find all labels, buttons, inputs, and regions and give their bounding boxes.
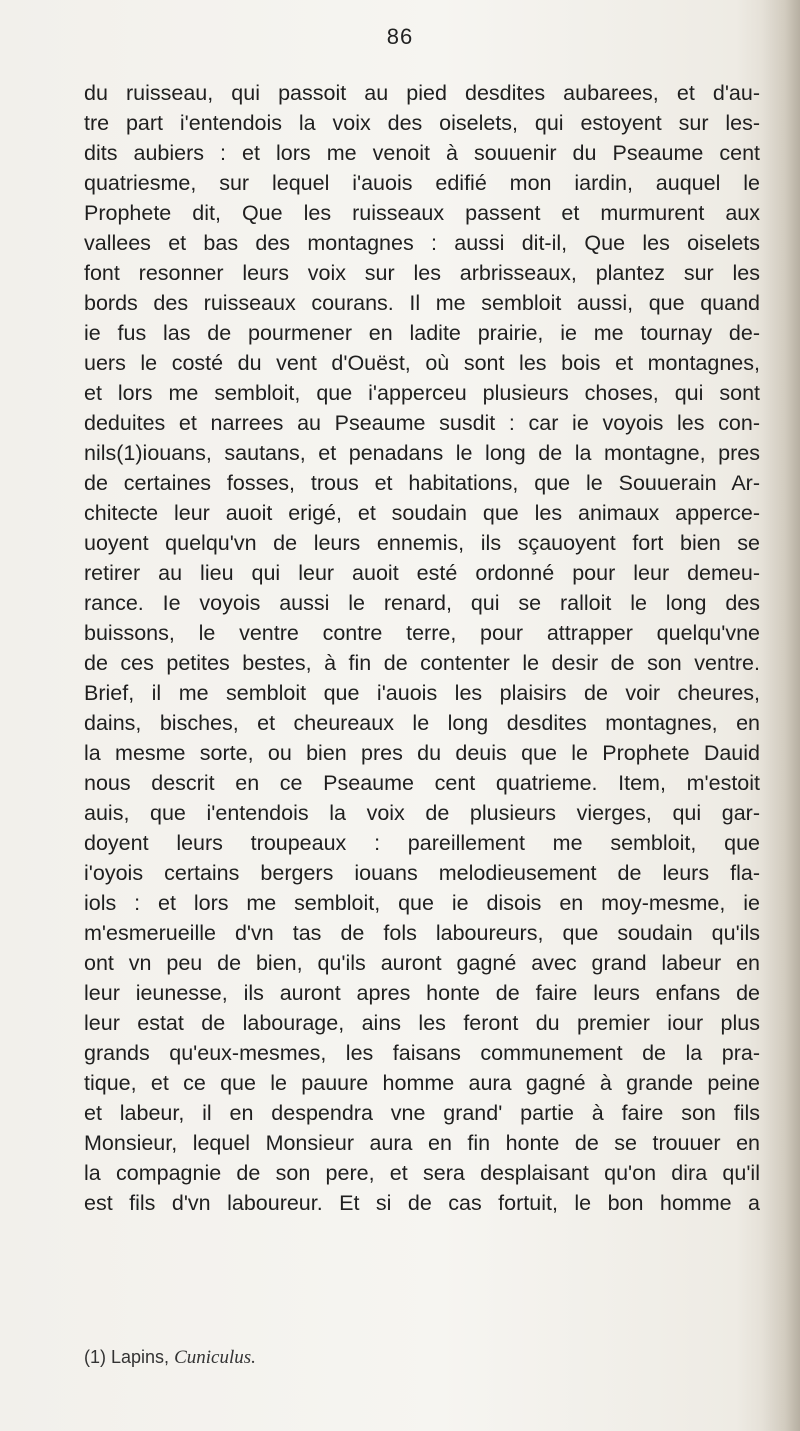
text-line: vallees et bas des montagnes : aussi dit-il, Que les oiselets xyxy=(84,231,760,255)
text-line: du ruisseau, qui passoit au pied desdites aubarees, et d'au- xyxy=(84,81,760,105)
text-line: grands qu'eux-mesmes, les faisans communement de la pra- xyxy=(84,1041,760,1065)
text-line: ont vn peu de bien, qu'ils auront gagné avec grand labeur en xyxy=(84,951,760,975)
text-line: de ces petites bestes, à fin de contenter le desir de son ventre. xyxy=(84,651,760,675)
text-line: et labeur, il en despendra vne grand' partie à faire son fils xyxy=(84,1101,760,1125)
text-line: Monsieur, lequel Monsieur aura en fin honte de se trouuer en xyxy=(84,1131,760,1155)
text-line: ie fus las de pourmener en ladite prairie, ie me tournay de- xyxy=(84,321,760,345)
text-line: buissons, le ventre contre terre, pour attrapper quelqu'vne xyxy=(84,621,760,645)
page-number: 86 xyxy=(386,24,414,49)
text-line: rance. Ie voyois aussi le renard, qui se ralloit le long des xyxy=(84,591,760,615)
text-line: retirer au lieu qui leur auoit esté ordonné pour leur demeu- xyxy=(84,561,760,585)
text-line: et lors me sembloit, que i'apperceu plusieurs choses, qui sont xyxy=(84,381,760,405)
text-line: iols : et lors me sembloit, que ie disois en moy-mesme, ie xyxy=(84,891,760,915)
text-line: dains, bisches, et cheureaux le long desdites montagnes, en xyxy=(84,711,760,735)
text-line: est fils d'vn laboureur. Et si de cas fortuit, le bon homme a xyxy=(84,1191,760,1215)
footnote-latin: Cuniculus. xyxy=(174,1347,256,1368)
text-line: nils(1)iouans, sautans, et penadans le long de la montagne, pres xyxy=(84,441,760,465)
text-line: auis, que i'entendois la voix de plusieurs vierges, qui gar- xyxy=(84,801,760,825)
text-line: font resonner leurs voix sur les arbrisseaux, plantez sur les xyxy=(84,261,760,285)
text-line: leur ieunesse, ils auront apres honte de faire leurs enfans de xyxy=(84,981,760,1005)
text-line: leur estat de labourage, ains les feront du premier iour plus xyxy=(84,1011,760,1035)
text-line: bords des ruisseaux courans. Il me sembloit aussi, que quand xyxy=(84,291,760,315)
text-line: Brief, il me sembloit que i'auois les plaisirs de voir cheures, xyxy=(84,681,760,705)
footnote-text: Lapins, xyxy=(111,1347,170,1367)
text-line: uers le costé du vent d'Ouëst, où sont les bois et montagnes, xyxy=(84,351,760,375)
page-edge-shadow xyxy=(762,0,800,1431)
text-line: dits aubiers : et lors me venoit à souuenir du Pseaume cent xyxy=(84,141,760,165)
text-line: deduites et narrees au Pseaume susdit : car ie voyois les con- xyxy=(84,411,760,435)
text-line: la compagnie de son pere, et sera desplaisant qu'on dira qu'il xyxy=(84,1161,760,1185)
text-line: Prophete dit, Que les ruisseaux passent et murmurent aux xyxy=(84,201,760,225)
text-line: tre part i'entendois la voix des oiselets, qui estoyent sur les- xyxy=(84,111,760,135)
text-line: chitecte leur auoit erigé, et soudain que les animaux apperce- xyxy=(84,501,760,525)
text-line: m'esmerueille d'vn tas de fols laboureurs, que soudain qu'ils xyxy=(84,921,760,945)
footnote-marker: (1) xyxy=(84,1347,106,1367)
text-line: tique, et ce que le pauure homme aura gagné à grande peine xyxy=(84,1071,760,1095)
text-line: i'oyois certains bergers iouans melodieusement de leurs fla- xyxy=(84,861,760,885)
text-line: quatriesme, sur lequel i'auois edifié mon iardin, auquel le xyxy=(84,171,760,195)
text-line: uoyent quelqu'vn de leurs ennemis, ils sçauoyent fort bien se xyxy=(84,531,760,555)
text-line: la mesme sorte, ou bien pres du deuis que le Prophete Dauid xyxy=(84,741,760,765)
footnote xyxy=(84,1347,256,1369)
text-line: nous descrit en ce Pseaume cent quatrieme. Item, m'estoit xyxy=(84,771,760,795)
text-line: doyent leurs troupeaux : pareillement me sembloit, que xyxy=(84,831,760,855)
body-text xyxy=(84,78,760,1218)
text-line: de certaines fosses, trous et habitations, que le Souuerain Ar- xyxy=(84,471,760,495)
